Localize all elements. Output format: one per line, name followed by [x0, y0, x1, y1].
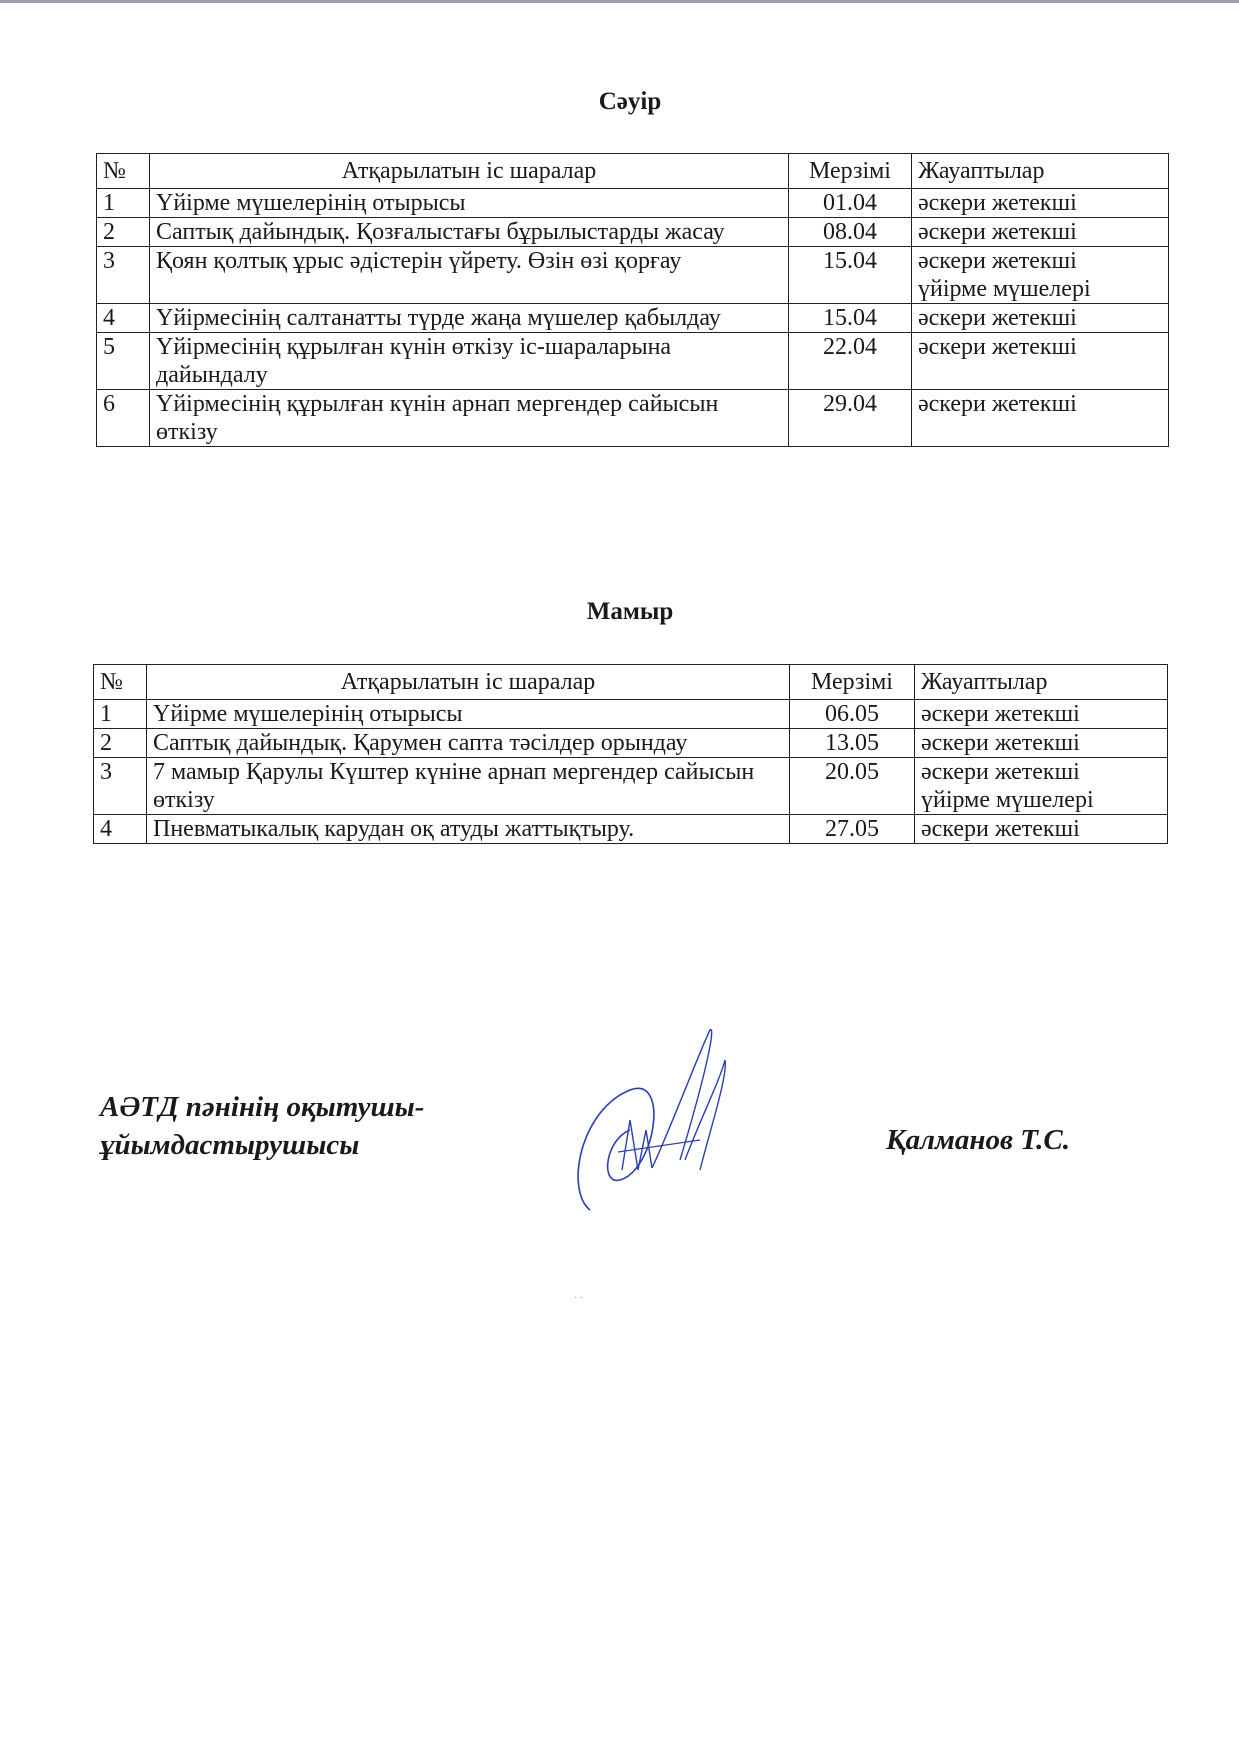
may-plan-table [93, 664, 1168, 844]
handwritten-signature [560, 1020, 780, 1220]
row-responsible [915, 758, 1168, 815]
april-plan-table [96, 153, 1169, 447]
row-date: 08.04 [789, 218, 912, 247]
row-responsible [912, 189, 1169, 218]
signatory-position-line1: АӘТД пәнінің оқытушы- [100, 1091, 425, 1123]
table-row [94, 758, 1168, 815]
row-date: 29.04 [789, 390, 912, 447]
scan-speck: · · [574, 1293, 584, 1304]
col-responsible-header: Жауаптылар [915, 665, 1168, 700]
row-date: 15.04 [789, 247, 912, 304]
row-number: 6 [97, 390, 150, 447]
row-activity: Үйірме мүшелерінің отырысы [147, 700, 790, 729]
row-number: 4 [94, 815, 147, 844]
responsible-person: әскери жетекші [918, 391, 1077, 417]
col-activity-header: Атқарылатын іс шаралар [147, 665, 790, 700]
responsible-person: әскери жетекші [918, 219, 1077, 245]
row-activity: Үйірме мүшелерінің отырысы [150, 189, 789, 218]
table-row [97, 390, 1169, 447]
row-date: 06.05 [790, 700, 915, 729]
row-number: 2 [97, 218, 150, 247]
table-header-row [97, 154, 1169, 189]
table-row [97, 218, 1169, 247]
row-number: 2 [94, 729, 147, 758]
col-num-header: № [94, 665, 147, 700]
row-responsible [912, 333, 1169, 390]
scan-edge [0, 0, 1239, 3]
row-date: 27.05 [790, 815, 915, 844]
row-activity: Саптық дайындық. Қозғалыстағы бұрылыстарды жасау [150, 218, 789, 247]
signatory-position [100, 1088, 520, 1164]
responsible-person: үйірме мүшелері [921, 787, 1094, 813]
row-number: 1 [97, 189, 150, 218]
row-date: 22.04 [789, 333, 912, 390]
responsible-person: әскери жетекші [918, 305, 1077, 331]
row-responsible [912, 304, 1169, 333]
row-activity: Үйірмесінің құрылған күнін арнап мергендер сайысын өткізу [150, 390, 789, 447]
row-activity: Қоян қолтық ұрыс әдістерін үйрету. Өзін өзі қорғау [150, 247, 789, 304]
row-responsible [915, 700, 1168, 729]
row-number: 3 [94, 758, 147, 815]
row-number: 4 [97, 304, 150, 333]
row-number: 1 [94, 700, 147, 729]
signatory-position-line2: ұйымдастырушысы [100, 1129, 360, 1161]
responsible-person: әскери жетекші [921, 759, 1080, 785]
table-row [97, 304, 1169, 333]
april-title: Сәуір [598, 88, 662, 115]
table-row [94, 700, 1168, 729]
row-activity: 7 мамыр Қарулы Күштер күніне арнап мергендер сайысын өткізу [147, 758, 790, 815]
responsible-person: үйірме мүшелері [918, 276, 1091, 302]
responsible-person: әскери жетекші [921, 816, 1080, 842]
row-activity: Үйірмесінің құрылған күнін өткізу іс-шараларына дайындалу [150, 333, 789, 390]
responsible-person: әскери жетекші [918, 190, 1077, 216]
row-date: 15.04 [789, 304, 912, 333]
col-num-header: № [97, 154, 150, 189]
responsible-person: әскери жетекші [918, 248, 1077, 274]
table-row [97, 247, 1169, 304]
row-activity: Үйірмесінің салтанатты түрде жаңа мүшелер қабылдау [150, 304, 789, 333]
responsible-person: әскери жетекші [921, 730, 1080, 756]
row-number: 5 [97, 333, 150, 390]
row-responsible [915, 729, 1168, 758]
row-activity: Саптық дайындық. Қарумен сапта тәсілдер орындау [147, 729, 790, 758]
row-number: 3 [97, 247, 150, 304]
col-date-header: Мерзімі [790, 665, 915, 700]
may-title: Мамыр [586, 598, 674, 625]
row-responsible [915, 815, 1168, 844]
table-row [94, 815, 1168, 844]
table-header-row [94, 665, 1168, 700]
col-activity-header: Атқарылатын іс шаралар [150, 154, 789, 189]
row-responsible [912, 390, 1169, 447]
responsible-person: әскери жетекші [918, 334, 1077, 360]
row-date: 01.04 [789, 189, 912, 218]
row-responsible [912, 247, 1169, 304]
row-activity: Пневматыкалық карудан оқ атуды жаттықтыру. [147, 815, 790, 844]
table-row [97, 333, 1169, 390]
row-responsible [912, 218, 1169, 247]
responsible-person: әскери жетекші [921, 701, 1080, 727]
col-date-header: Мерзімі [789, 154, 912, 189]
table-row [94, 729, 1168, 758]
table-row [97, 189, 1169, 218]
row-date: 20.05 [790, 758, 915, 815]
row-date: 13.05 [790, 729, 915, 758]
col-responsible-header: Жауаптылар [912, 154, 1169, 189]
signatory-name: Қалманов Т.С. [886, 1124, 1070, 1156]
